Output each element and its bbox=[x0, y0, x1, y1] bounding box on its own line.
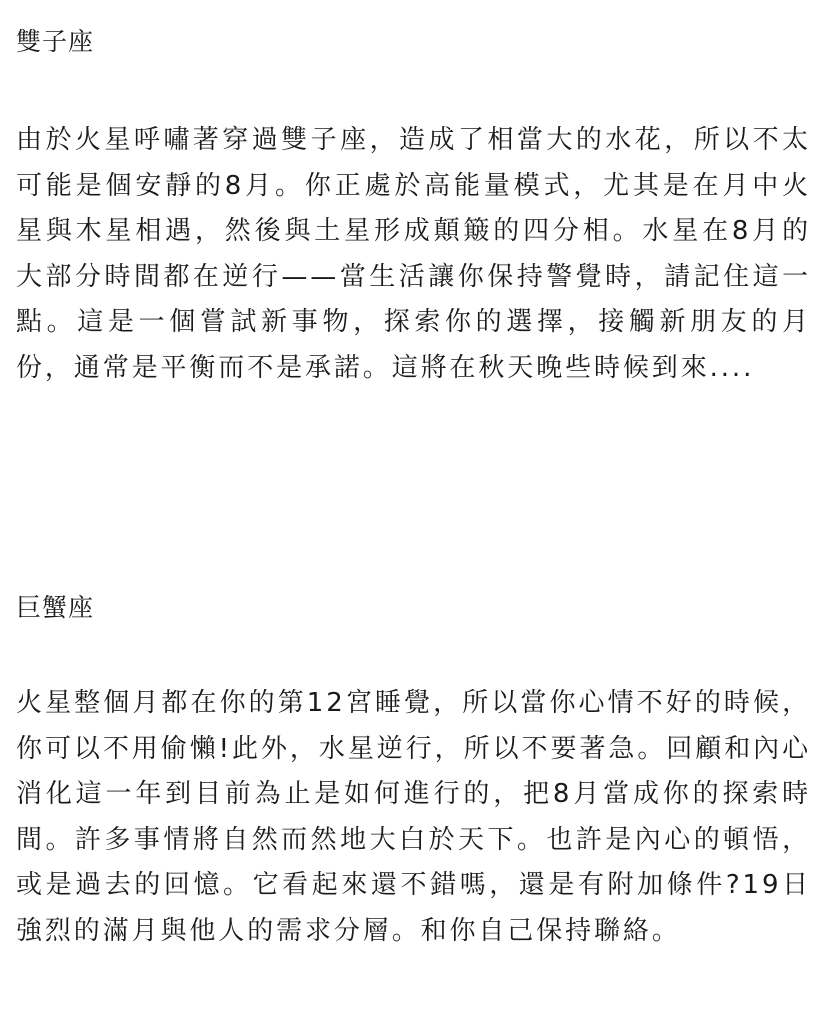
sign-body-cancer: 火星整個月都在你的第12宮睡覺，所以當你心情不好的時候，你可以不用偷懶!此外，水星逆行，所以不要著急。回顧和內心消化這一年到目前為止是如何進行的，把8月當成你的探索時間。許多事情將自然而然地大白於天下。也許是內心的頓悟，或是過去的回憶。它看起來還不錯嗎，還是有附加條件?19日強烈的滿月與他人的需求分層。和你自己保持聯絡。 bbox=[16, 688, 811, 946]
sign-title-cancer: 巨蟹座 bbox=[16, 593, 95, 622]
sign-title-gemini: 雙子座 bbox=[16, 27, 95, 56]
sign-body-gemini: 由於火星呼嘯著穿過雙子座，造成了相當大的水花，所以不太可能是個安靜的8月。你正處於高能量模式，尤其是在月中火星與木星相遇，然後與土星形成顛簸的四分相。水星在8月的大部分時間都在逆行——當生活讓你保持警覺時，請記住這一點。這是一個嘗試新事物，探索你的選擇，接觸新朋友的月份，通常是平衡而不是承諾。這將在秋天晚些時候到來.... bbox=[16, 125, 811, 383]
